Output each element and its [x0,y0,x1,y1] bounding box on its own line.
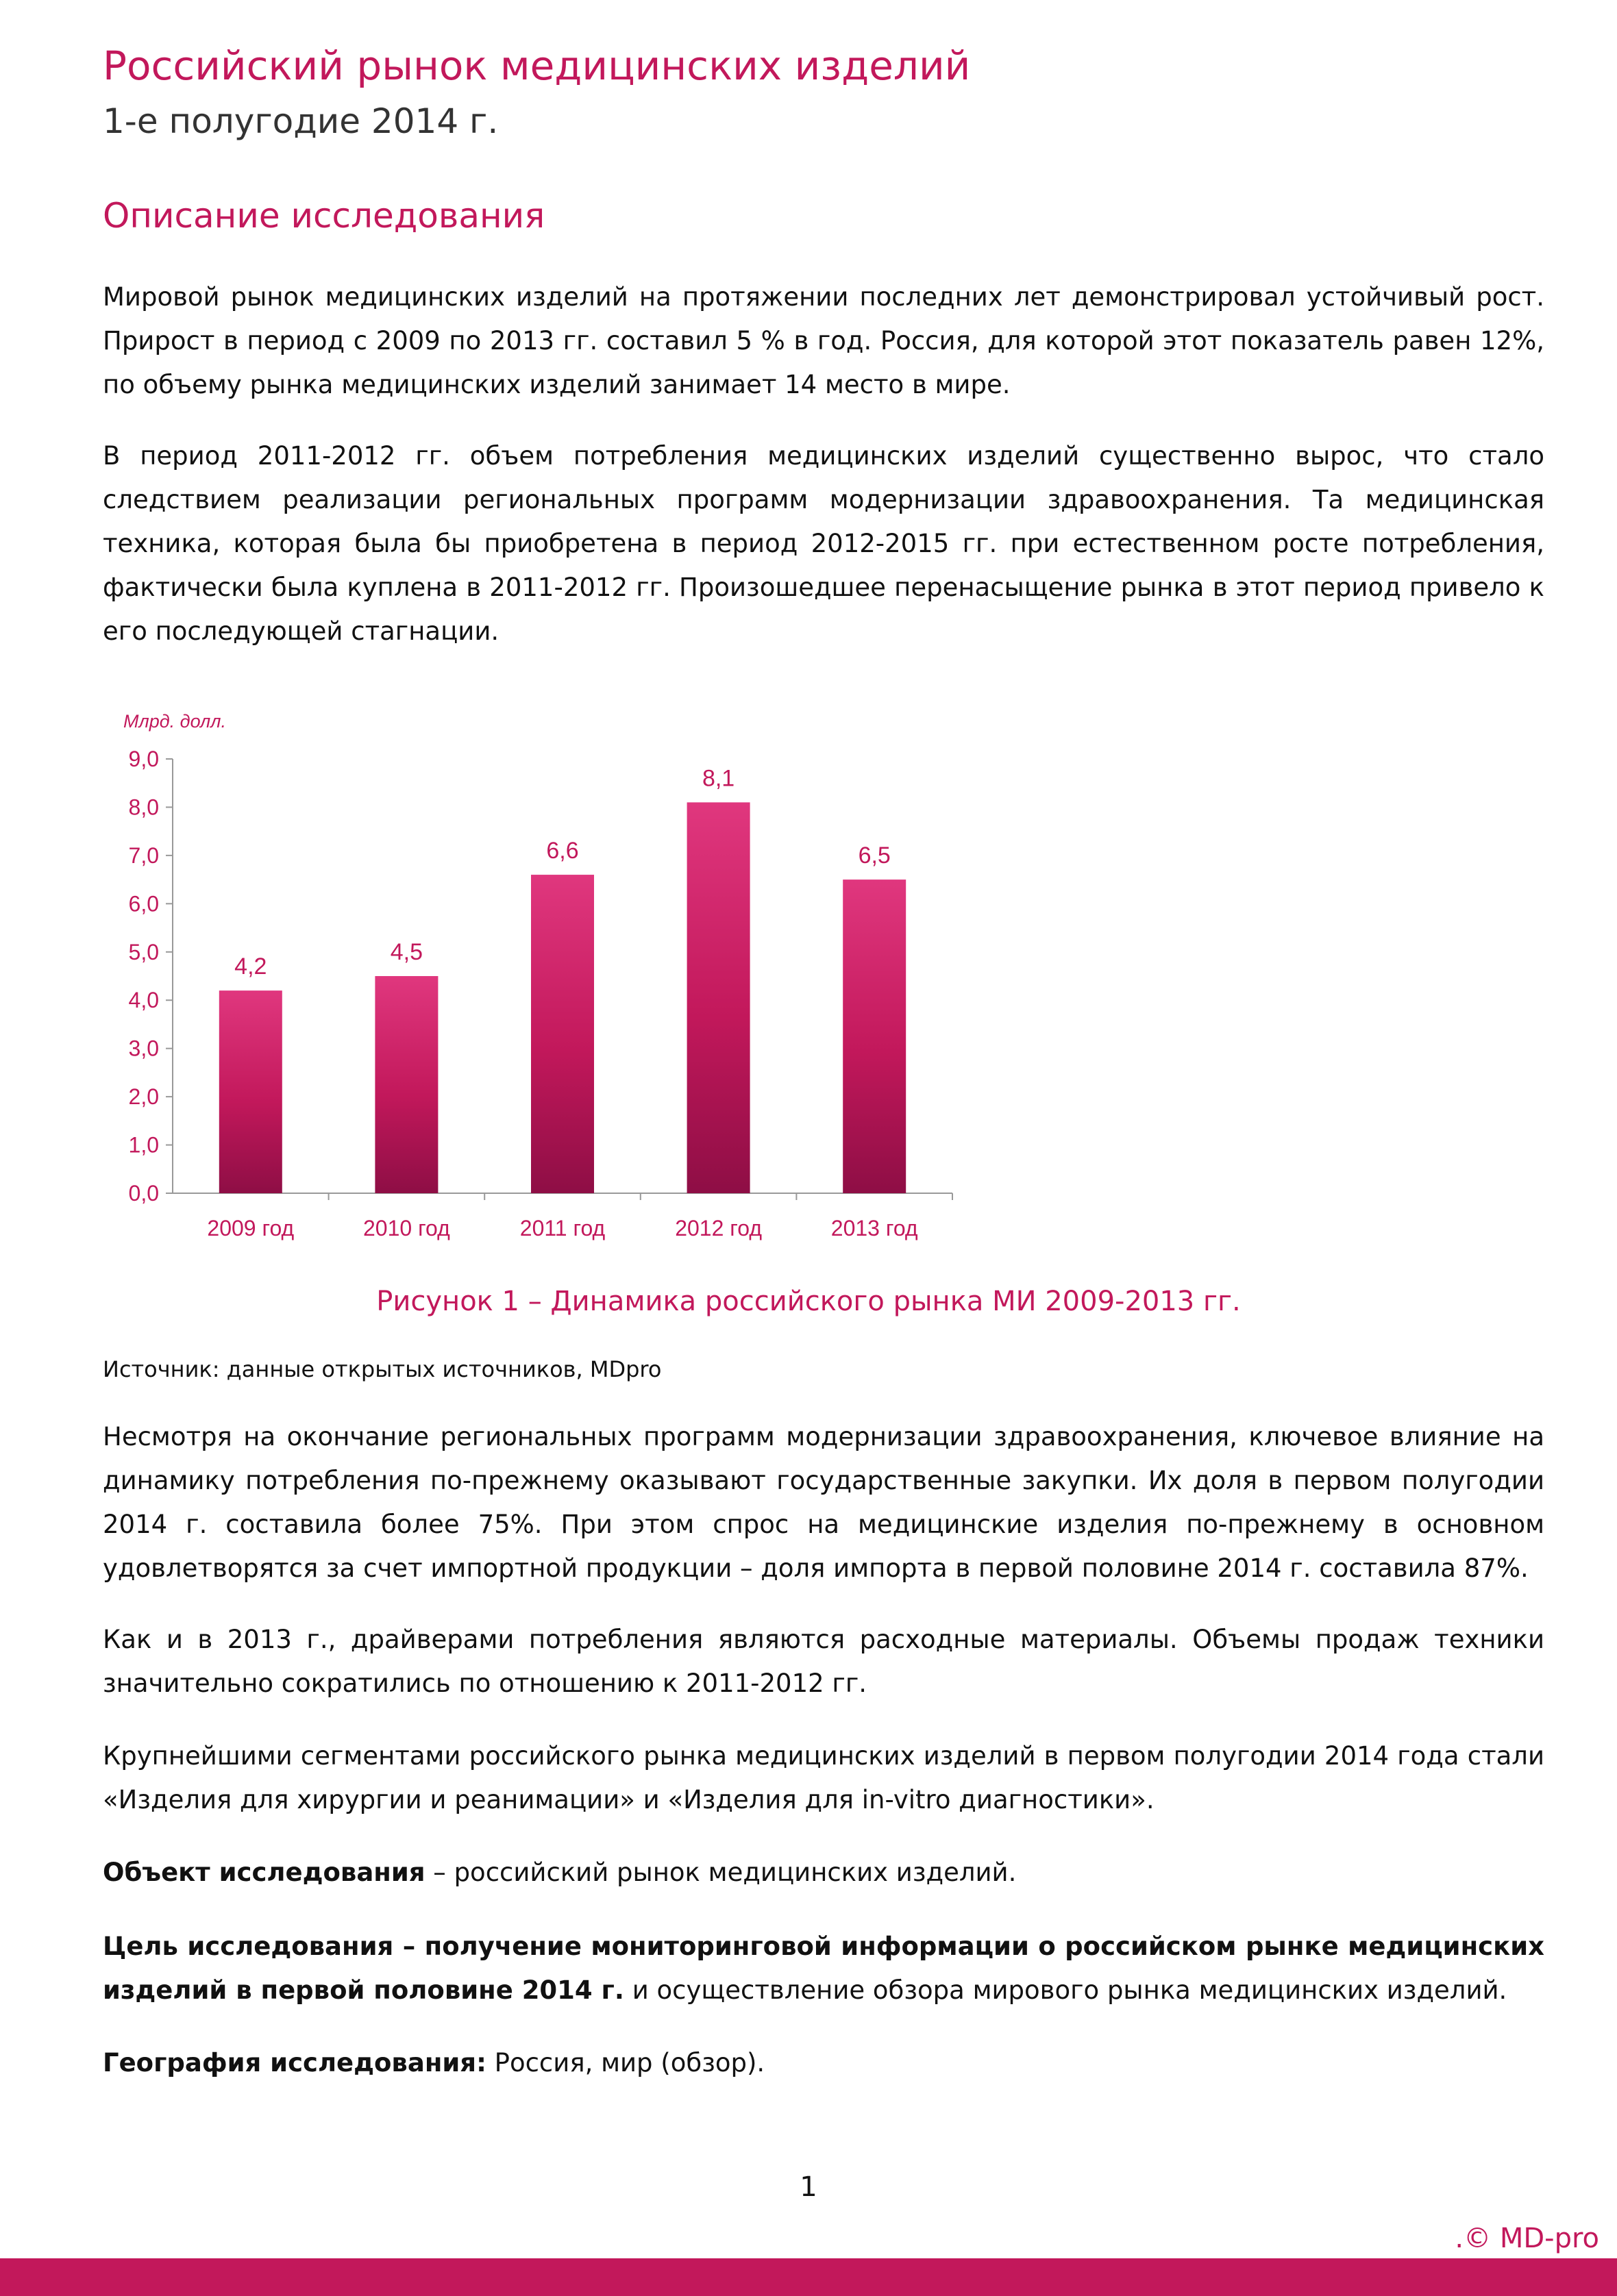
x-tick-label: 2012 год [675,1216,763,1240]
bar [219,990,282,1193]
paragraph-world-market: Мировой рынок медицинских изделий на протяжении последних лет демонстрировал устойчивый рост. Прирост в период с 2009 по 2013 гг. составил 5 % в год. Россия, для которой этот показатель равен 12%, по объему рынка медицинских изделий занимает 14 место в мире. [103,282,1544,399]
market-dynamics-chart [103,699,980,1247]
x-tick-label: 2011 год [519,1216,606,1240]
research-goal-label: Цель исследования – получение мониторинговой информации о российском рынке медицинских изделий в первой половине 2014 г. [103,1932,1544,2005]
unit-label: Млрд. долл. [123,711,226,732]
research-geography-label: География исследования: [103,2048,486,2077]
y-tick-label: 4,0 [128,988,159,1013]
bar [375,976,438,1193]
document-title: Российский рынок медицинских изделий [103,42,971,89]
research-geography-text: Россия, мир (обзор). [486,2048,765,2077]
paragraph-research-geography [103,2041,1544,2085]
figure-caption: Рисунок 1 – Динамика российского рынка МИ 2009-2013 гг. [376,1286,1241,1317]
y-tick-label: 2,0 [128,1084,159,1110]
paragraph-consumables: Как и в 2013 г., драйверами потребления являются расходные материалы. Объемы продаж техники значительно сократились по отношению к 2011-2012 гг. [103,1625,1544,1698]
research-object-label: Объект исследования [103,1858,425,1887]
research-object-text: – российский рынок медицинских изделий. [425,1858,1017,1887]
y-tick-label: 3,0 [128,1036,159,1061]
paragraph-research-goal [103,1925,1544,2012]
paragraph-2011-2012: В период 2011-2012 гг. объем потребления медицинских изделий существенно вырос, что стало следствием реализации региональных программ модернизации здравоохранения. Та медицинская техника, которая была бы приобретена в период 2012-2015 гг. при естественном росте потребления, фактически была куплена в 2011-2012 гг. Произошедшее перенасыщение рынка в этот период привело к его последующей стагнации. [103,441,1544,646]
footer-bar [0,2258,1617,2296]
paragraph-research-object [103,1851,1544,1895]
copyright: .© MD-pro [1455,2223,1599,2254]
bar [843,879,906,1193]
bar [531,875,594,1193]
data-label: 6,5 [858,843,891,869]
y-tick-label: 7,0 [128,843,159,868]
data-label: 8,1 [702,765,735,792]
page-number: 1 [800,2171,817,2203]
figure-source: Источник: данные открытых источников, MDpro [103,1356,662,1382]
chart-svg [103,699,980,1247]
x-tick-label: 2009 год [207,1216,295,1240]
y-tick-label: 9,0 [128,747,159,771]
y-tick-label: 6,0 [128,891,159,916]
document-subtitle: 1-е полугодие 2014 г. [103,101,499,141]
paragraph-government-procurement: Несмотря на окончание региональных программ модернизации здравоохранения, ключевое влияние на динамику потребления по-прежнему оказывают государственные закупки. Их доля в первом полугодии 2014 г. составила более 75%. При этом спрос на медицинские изделия по-прежнему в основном удовлетворятся за счет импортной продукции – доля импорта в первой половине 2014 г. составила 87%. [103,1422,1544,1583]
data-label: 6,6 [546,838,579,864]
data-label: 4,5 [390,939,423,965]
y-tick-label: 0,0 [128,1181,159,1206]
bar [687,802,750,1193]
x-tick-label: 2010 год [362,1216,450,1240]
y-tick-label: 1,0 [128,1132,159,1158]
research-goal-text: и осуществление обзора мирового рынка медицинских изделий. [624,1975,1507,2005]
section-heading: Описание исследования [103,196,545,236]
data-label: 4,2 [234,953,267,980]
x-tick-label: 2013 год [830,1216,918,1240]
paragraph-segments: Крупнейшими сегментами российского рынка медицинских изделий в первом полугодии 2014 года стали «Изделия для хирургии и реанимации» и «Изделия для in-vitro диагностики». [103,1741,1544,1814]
y-tick-label: 5,0 [128,939,159,964]
y-tick-label: 8,0 [128,795,159,820]
